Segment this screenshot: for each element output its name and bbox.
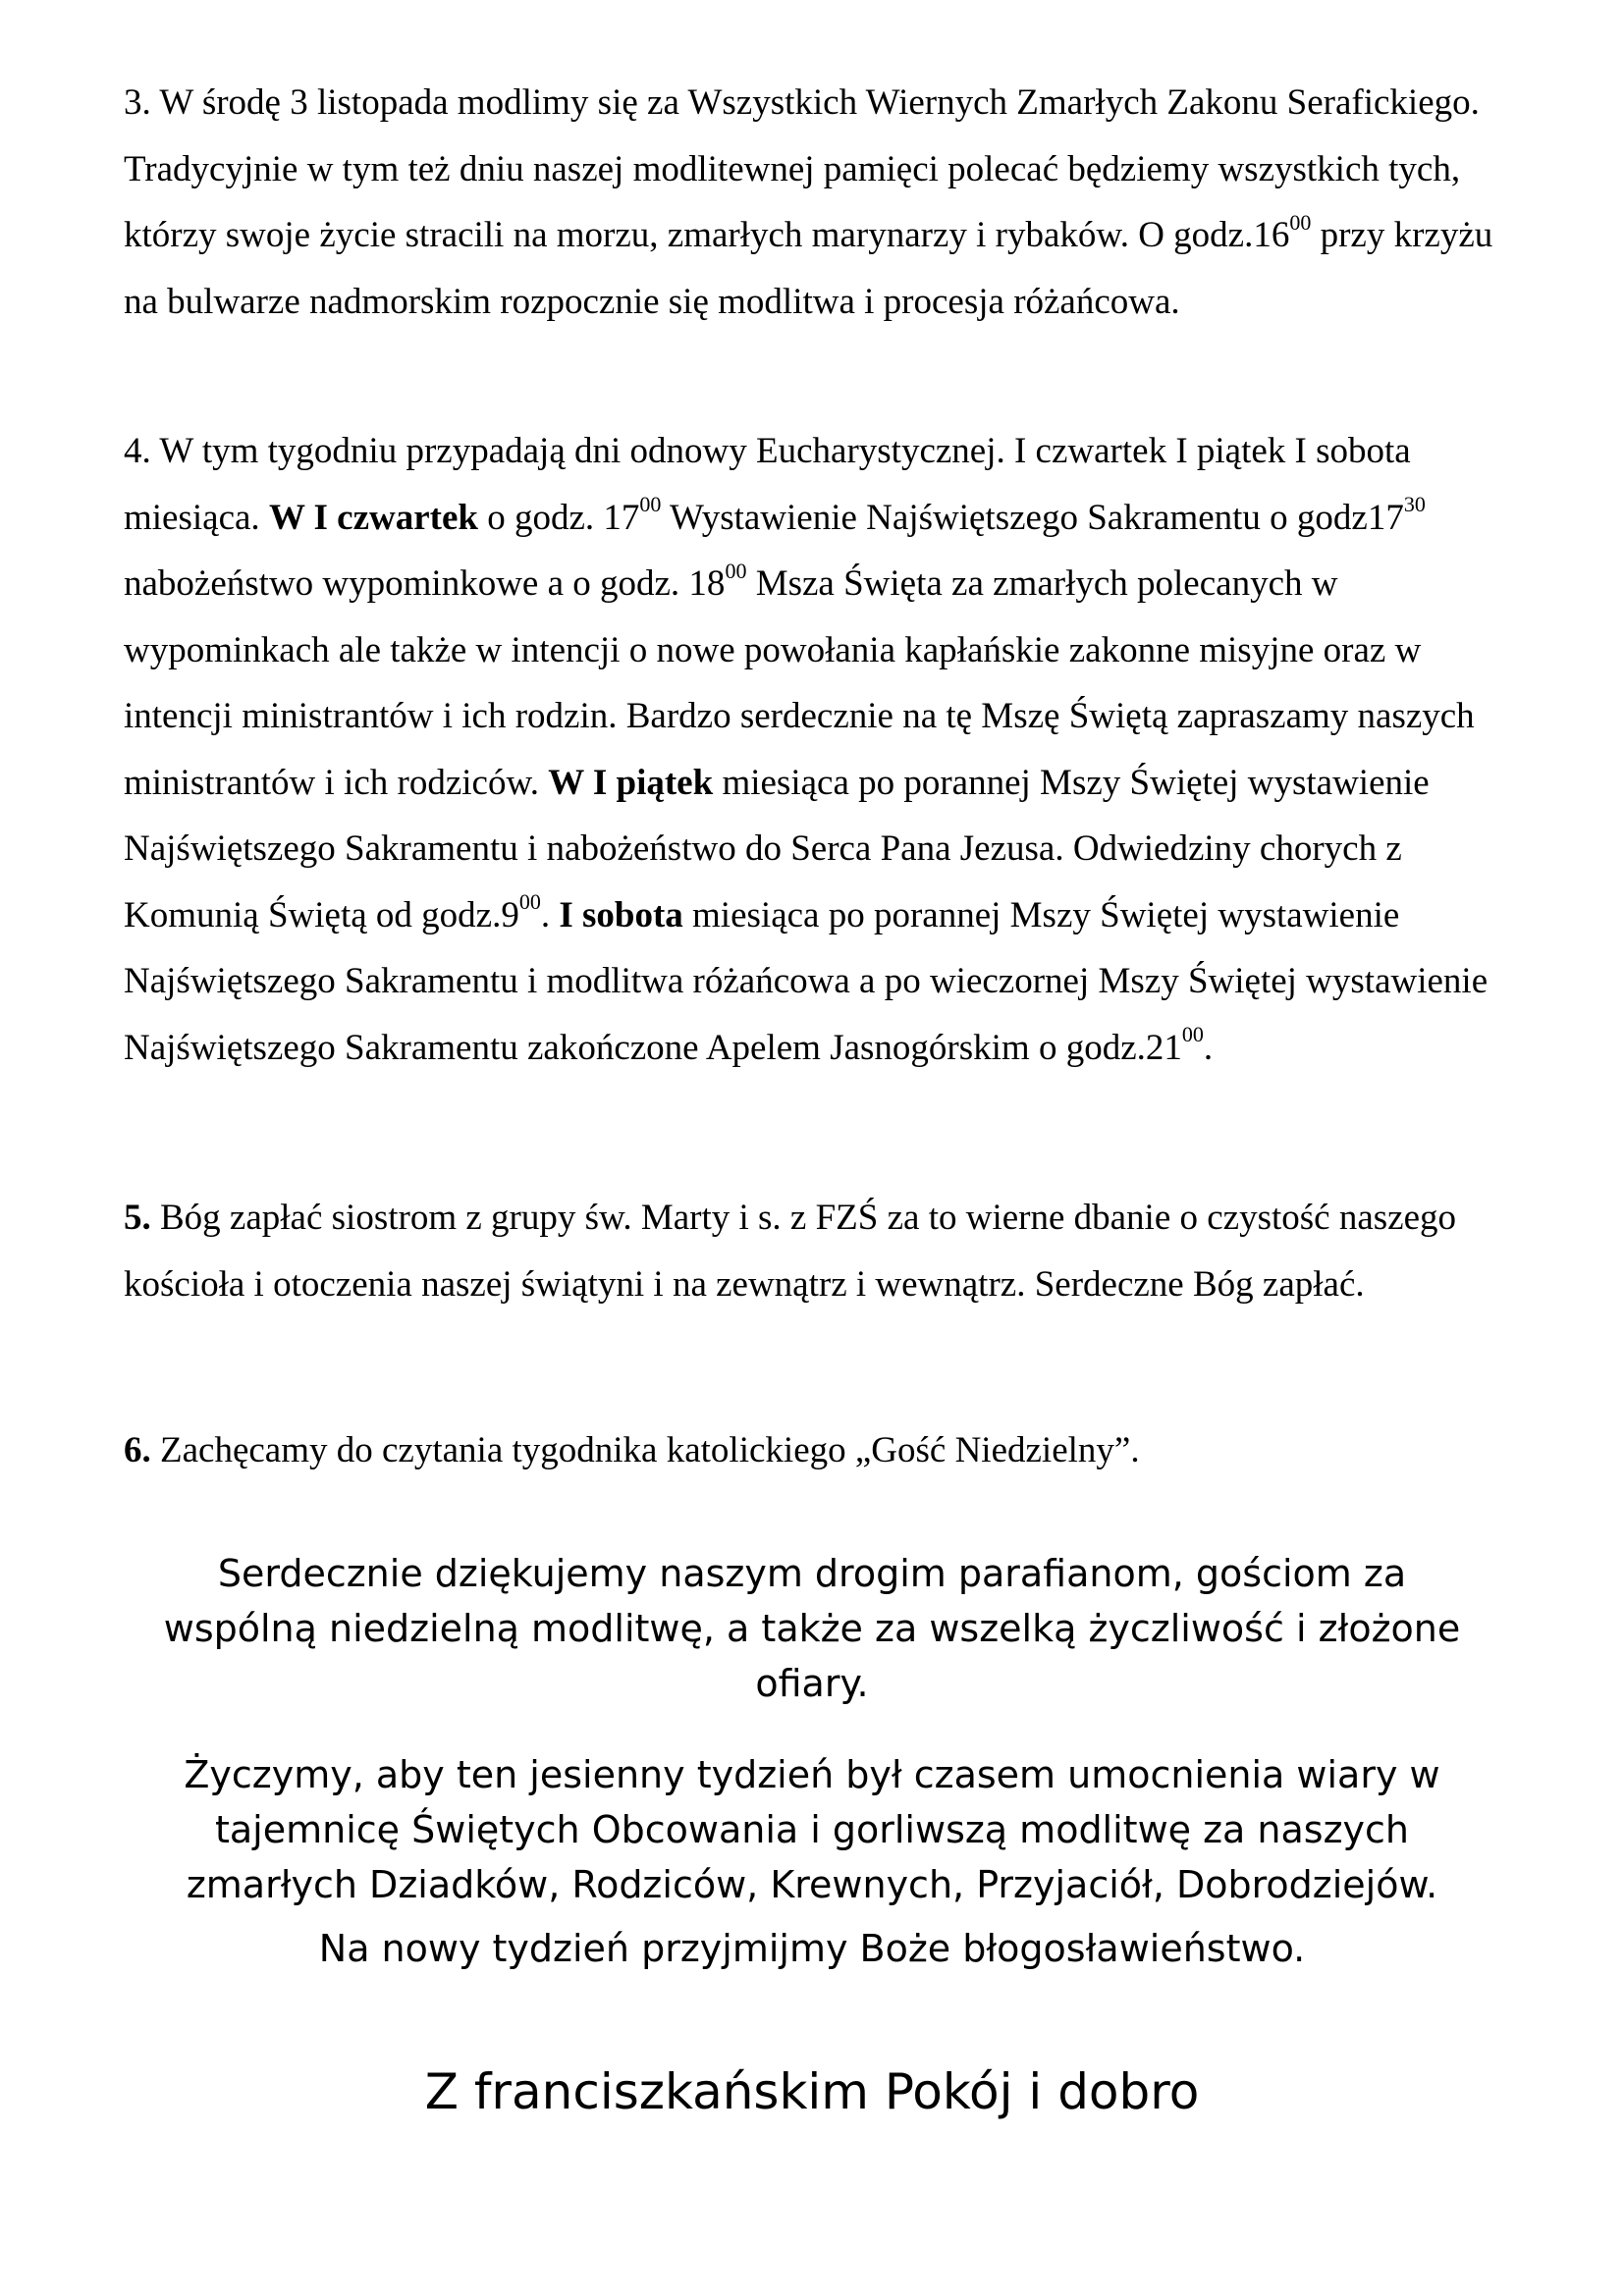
announcement-4-text-f: miesiąca po porannej Mszy Świętej wystawienie Najświętszego Sakramentu i nabożeństwo do Serca Pana Jezusa. Odwiedziny chorych z Komunią Świętą od godz.9 bbox=[124, 762, 1430, 935]
first-saturday-heading: I sobota bbox=[559, 894, 683, 935]
time-superscript: 00 bbox=[518, 889, 541, 915]
closing-greeting: Z franciszkańskim Pokój i dobro bbox=[424, 2063, 1200, 2120]
announcement-5 bbox=[124, 1185, 1502, 1317]
announcement-4-text-g: . bbox=[540, 894, 560, 935]
announcement-4-text-e: Msza Święta za zmarłych polecanych w wypominkach ale także w intencji o nowe powołania kapłańskie zakonne misyjne oraz w intencji ministrantów i ich rodzin. Bardzo serdecznie na tę Mszę Świętą zapraszamy naszych ministrantów i ich rodziców. bbox=[124, 563, 1475, 803]
announcement-3-text-b: przy krzyżu na bulwarze nadmorskim rozpocznie się modlitwa i procesja różańcowa. bbox=[124, 215, 1493, 322]
announcement-4-text-a: 4. W tym tygodniu przypadają dni odnowy Eucharystycznej. I czwartek I piątek I sobota miesiąca. bbox=[124, 431, 1411, 538]
closing-thanks: Serdecznie dziękujemy naszym drogim parafianom, gościom za wspólną niedzielną modlitwę, a także za wszelką życzliwość i złożone ofiary. bbox=[163, 1552, 1461, 1705]
announcement-4-text-d: nabożeństwo wypominkowe a o godz. 18 bbox=[124, 563, 726, 604]
closing-wishes: Życzymy, aby ten jesienny tydzień był czasem umocnienia wiary w tajemnicę Świętych Obcowania i gorliwszą modlitwę za naszych zmarłych Dziadków, Rodziców, Krewnych, Przyjaciół, Dobrodziejów. bbox=[184, 1753, 1440, 1906]
announcement-4 bbox=[124, 418, 1502, 1081]
announcement-6 bbox=[124, 1417, 1502, 1484]
closing-blessing: Na nowy tydzień przyjmijmy Boże błogosławieństwo. bbox=[318, 1927, 1306, 1970]
time-superscript: 00 bbox=[1289, 209, 1312, 235]
announcement-4-text-h: miesiąca po porannej Mszy Świętej wystawienie Najświętszego Sakramentu i modlitwa różańcowa a po wieczornej Mszy Świętej wystawienie Najświętszego Sakramentu zakończone Apelem Jasnogórskim o godz.21 bbox=[124, 894, 1489, 1068]
announcement-5-number: 5. bbox=[124, 1198, 151, 1238]
announcement-6-text: Zachęcamy do czytania tygodnika katolickiego „Gość Niedzielny”. bbox=[150, 1430, 1140, 1470]
announcement-6-number: 6. bbox=[124, 1430, 151, 1470]
announcement-4-text-b: o godz. 17 bbox=[477, 497, 640, 538]
time-superscript: 00 bbox=[639, 492, 662, 517]
time-superscript: 00 bbox=[1181, 1022, 1204, 1047]
first-friday-heading: W I piątek bbox=[548, 762, 714, 803]
announcement-3 bbox=[124, 70, 1502, 335]
announcement-4-text-i: . bbox=[1203, 1027, 1214, 1068]
announcement-3-text-a: 3. W środę 3 listopada modlimy się za Wszystkich Wiernych Zmarłych Zakonu Serafickiego. Tradycyjnie w tym też dniu naszej modlitewnej pamięci polecać będziemy wszystkich tych, którzy swoje życie stracili na morzu, zmarłych marynarzy i rybaków. O godz.16 bbox=[124, 82, 1480, 255]
time-superscript: 00 bbox=[725, 558, 747, 583]
first-thursday-heading: W I czwartek bbox=[268, 497, 478, 538]
time-superscript: 30 bbox=[1403, 492, 1426, 517]
announcement-5-text: Bóg zapłać siostrom z grupy św. Marty i s. z FZŚ za to wierne dbanie o czystość naszego kościoła i otoczenia naszej świątyni i na zewnątrz i wewnątrz. Serdeczne Bóg zapłać. bbox=[124, 1198, 1457, 1305]
announcement-4-text-c: Wystawienie Najświętszego Sakramentu o godz17 bbox=[661, 497, 1404, 538]
